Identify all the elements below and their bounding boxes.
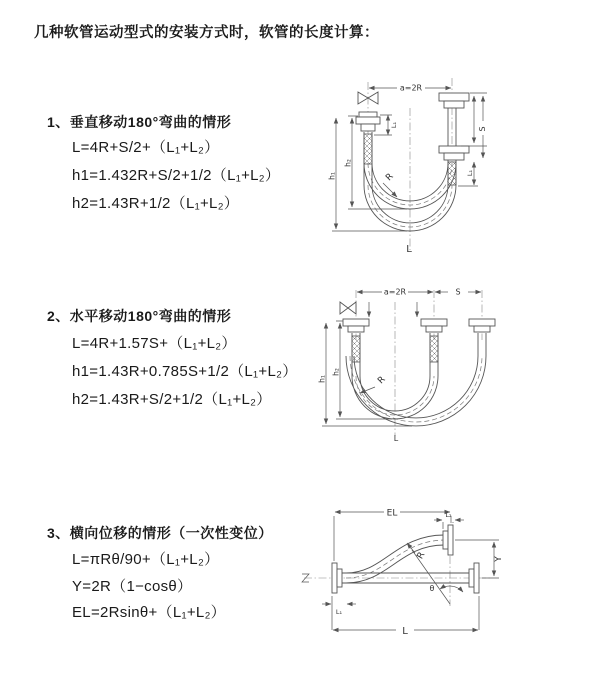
centerlines xyxy=(368,78,452,250)
valve-icon xyxy=(340,302,356,314)
hose-body xyxy=(342,535,474,583)
dim-label-length: L xyxy=(402,626,408,637)
formula-line: EL=2Rsinθ+（L₁+L₂） xyxy=(72,604,226,621)
dim-label-h2: h₁ xyxy=(317,375,327,383)
dim-label-theta: θ xyxy=(429,584,435,593)
dim-label-radius: R xyxy=(415,550,428,561)
dim-label-h1: h₂ xyxy=(343,159,353,167)
dim-label-l1-right: L₁ xyxy=(466,169,474,177)
dim-label-l1-left: L₁ xyxy=(390,121,398,129)
formula-line: h2=1.43R+1/2（L₁+L₂） xyxy=(72,195,240,212)
dim-label-length: L xyxy=(393,434,399,443)
formula-line: h1=1.432R+S/2+1/2（L₁+L₂） xyxy=(72,167,281,184)
dim-label-el: EL xyxy=(386,508,398,519)
dim-label-s: S xyxy=(455,287,461,297)
formula-line: L=4R+1.57S+（L₁+L₂） xyxy=(72,335,237,352)
formula-line: Y=2R（1−cosθ） xyxy=(72,578,193,595)
dim-label-s: S xyxy=(478,126,487,132)
dim-label-span: a=2R xyxy=(383,287,407,297)
dim-label-h2: h₁ xyxy=(327,172,337,180)
section-3-heading: 3、横向位移的情形（一次性变位） xyxy=(47,525,273,541)
section-2-heading: 2、水平移动180°弯曲的情形 xyxy=(47,308,232,324)
formula-line: L=4R+S/2+（L₁+L₂） xyxy=(72,139,220,156)
dim-label-l2: L₂ xyxy=(445,511,452,519)
section-1-heading: 1、垂直移动180°弯曲的情形 xyxy=(47,114,232,130)
diagram-lateral-displacement xyxy=(296,500,596,655)
dim-label-radius: R xyxy=(384,171,396,184)
dim-label-y: Y xyxy=(494,556,504,562)
diagram-horizontal-180-bend xyxy=(312,276,592,471)
formula-line: L=πRθ/90+（L₁+L₂） xyxy=(72,551,220,568)
dim-label-h1: h₂ xyxy=(331,368,341,376)
dim-label-l1: L₁ xyxy=(335,608,343,616)
dim-label-radius: R xyxy=(376,374,388,387)
formula-line: h2=1.43R+S/2+1/2（L₁+L₂） xyxy=(72,391,272,408)
page-title: 几种软管运动型式的安装方式时，软管的长度计算： xyxy=(34,25,379,41)
formula-line: h1=1.43R+0.785S+1/2（L₁+L₂） xyxy=(72,363,298,380)
dim-label-length: L xyxy=(406,244,412,255)
dim-label-span: a=2R xyxy=(399,83,423,93)
hose-body xyxy=(346,333,486,426)
flange-fittings xyxy=(340,302,495,332)
diagram-vertical-180-bend xyxy=(312,66,592,261)
